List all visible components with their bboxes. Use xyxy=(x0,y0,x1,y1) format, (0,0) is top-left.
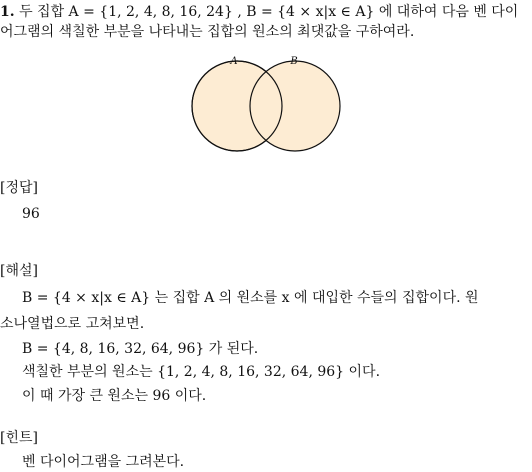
venn-circle-b xyxy=(250,61,340,151)
explanation-line-4: 색칠한 부분의 원소는 {1, 2, 4, 8, 16, 32, 64, 96} 이다. xyxy=(22,364,381,380)
explanation-header: [해설] xyxy=(0,263,38,279)
question-number: 1. xyxy=(0,4,15,20)
question-text-1: 두 집합 A = {1, 2, 4, 8, 16, 24} , B = {4 × x|x ∈ A} 에 대하여 다음 벤 다이 xyxy=(19,4,519,20)
hint-line-1: 벤 다이어그램을 그려본다. xyxy=(22,454,185,470)
answer-header: [정답] xyxy=(0,180,38,196)
explanation-line-2: 소나열법으로 고쳐보면. xyxy=(0,316,145,332)
explanation-line-5: 이 때 가장 큰 원소는 96 이다. xyxy=(22,388,207,404)
answer-value: 96 xyxy=(22,206,40,222)
hint-header: [힌트] xyxy=(0,430,38,446)
explanation-line-3: B = {4, 8, 16, 32, 64, 96} 가 된다. xyxy=(22,341,259,357)
question-line-1 xyxy=(0,2,518,22)
explanation-line-1: B = {4 × x|x ∈ A} 는 집합 A 의 원소를 x 에 대입한 수들의 집합이다. 원 xyxy=(22,290,479,306)
question-line-2: 어그램의 색칠한 부분을 나타내는 집합의 원소의 최댓값을 구하여라. xyxy=(0,24,415,40)
venn-label-b: B xyxy=(290,56,298,67)
venn-label-a: A xyxy=(230,56,238,67)
venn-diagram xyxy=(0,50,532,160)
